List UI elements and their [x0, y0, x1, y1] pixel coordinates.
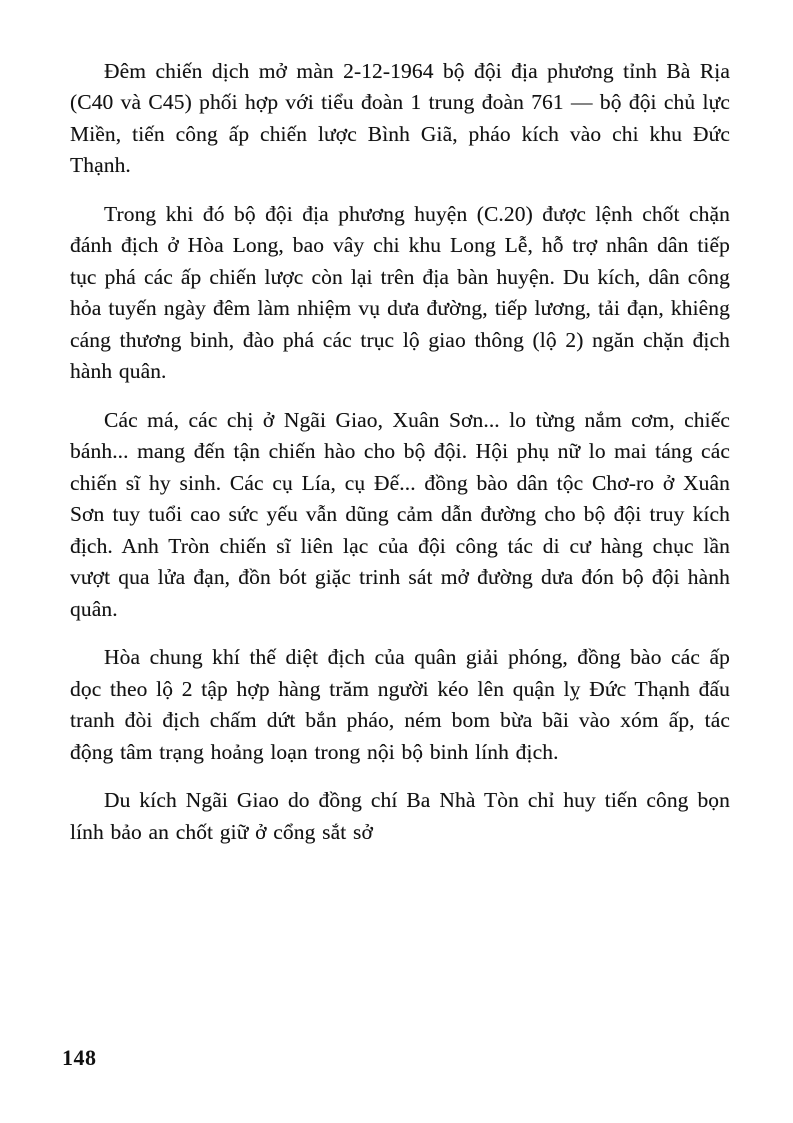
paragraph: Các má, các chị ở Ngãi Giao, Xuân Sơn... lo từng nắm cơm, chiếc bánh... mang đến tận chiến hào cho bộ đội. Hội phụ nữ lo mai táng các chiến sĩ hy sinh. Các cụ Lía, cụ Đế... đồng bào dân tộc Chơ-ro ở Xuân Sơn tuy tuổi cao sức yếu vẫn dũng cảm dẫn đường cho bộ đội truy kích địch. Anh Tròn chiến sĩ liên lạc của đội công tác di cư hàng chục lần vượt qua lửa đạn, đồn bót giặc trinh sát mở đường dưa đón bộ đội hành quân.: [70, 407, 730, 621]
page-body-text: [70, 56, 730, 848]
paragraph: Trong khi đó bộ đội địa phương huyện (C.20) được lệnh chốt chặn đánh địch ở Hòa Long, bao vây chi khu Long Lễ, hỗ trợ nhân dân tiếp tục phá các ấp chiến lược còn lại trên địa bàn huyện. Du kích, dân công hỏa tuyến ngày đêm làm nhiệm vụ dưa đường, tiếp lương, tải đạn, khiêng cáng thương binh, đào phá các trục lộ giao thông (lộ 2) ngăn chặn địch hành quân.: [70, 201, 730, 384]
page-number: 148: [62, 1045, 97, 1070]
paragraph: Hòa chung khí thế diệt địch của quân giải phóng, đồng bào các ấp dọc theo lộ 2 tập hợp hàng trăm người kéo lên quận lỵ Đức Thạnh đấu tranh đòi địch chấm dứt bắn pháo, ném bom bừa bãi vào xóm ấp, tác động tâm trạng hoảng loạn trong nội bộ binh lính địch.: [70, 645, 730, 764]
paragraph: Đêm chiến dịch mở màn 2-12-1964 bộ đội địa phương tỉnh Bà Rịa (C40 và C45) phối hợp với tiểu đoàn 1 trung đoàn 761 — bộ đội chủ lực Miền, tiến công ấp chiến lược Bình Giã, pháo kích vào chi khu Đức Thạnh.: [70, 59, 730, 178]
paragraph: Du kích Ngãi Giao do đồng chí Ba Nhà Tòn chỉ huy tiến công bọn lính bảo an chốt giữ ở cổng sắt sở: [70, 788, 730, 844]
